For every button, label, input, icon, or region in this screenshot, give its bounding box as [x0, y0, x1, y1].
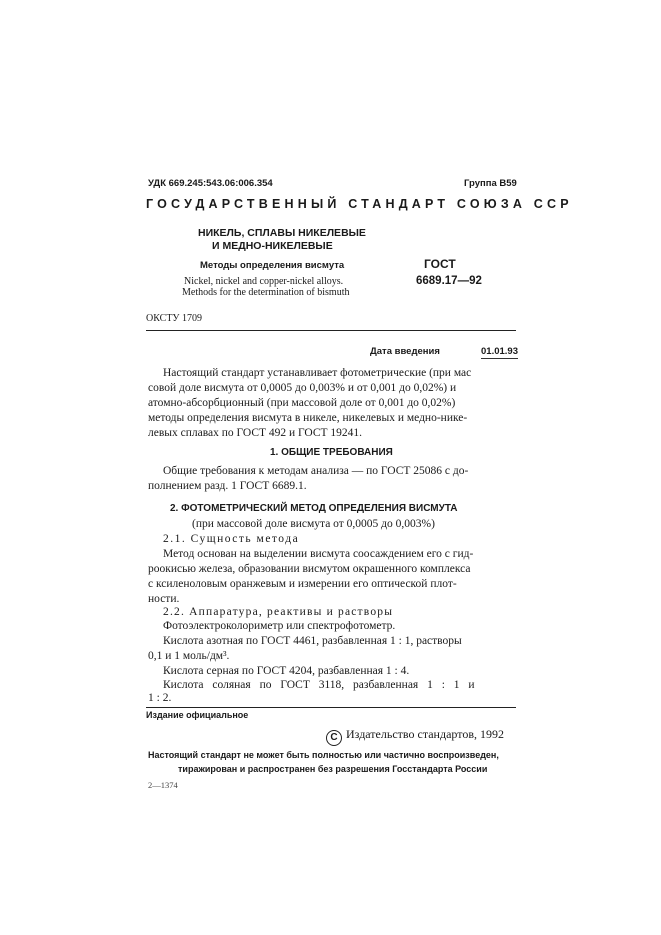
group-code: Группа В59 [464, 178, 517, 189]
intro-date-label: Дата введения [370, 346, 440, 357]
intro-line: методы определения висмута в никеле, никелевых и медно-нике- [148, 412, 468, 424]
title-en-line2: Methods for the determination of bismuth [182, 287, 350, 298]
copyright-text: Издательство стандартов, 1992 [346, 727, 504, 741]
section1-line: Общие требования к методам анализа — по ГОСТ 25086 с до- [163, 465, 469, 477]
intro-line: левых сплавах по ГОСТ 492 и ГОСТ 19241. [148, 427, 363, 439]
gost-label: ГОСТ [424, 257, 456, 271]
sub21-line: с ксиленоловым оранжевым и измерении его оптической плот- [148, 578, 457, 590]
sub22-line: 0,1 и 1 моль/дм³. [148, 650, 230, 662]
sub22-line: Кислота азотная по ГОСТ 4461, разбавленная 1 : 1, растворы [163, 635, 462, 647]
divider-top [146, 330, 516, 331]
sub21-line: роокисью железа, образовании висмутом окрашенного комплекса [148, 563, 471, 575]
sub21-title: 2.1. Сущность метода [163, 533, 300, 545]
sub22-line: Фотоэлектроколориметр или спектрофотометр. [163, 620, 396, 632]
intro-line: атомно-абсорбционный (при массовой доле от 0,001 до 0,02%) [148, 397, 456, 409]
sub22-line: 1 : 2. [148, 692, 172, 704]
intro-line: совой доле висмута от 0,0005 до 0,003% и от 0,001 до 0,02%) и [148, 382, 457, 394]
section2-title: 2. ФОТОМЕТРИЧЕСКИЙ МЕТОД ОПРЕДЕЛЕНИЯ ВИСМУТА [170, 503, 458, 514]
title-en-line1: Nickel, nickel and copper-nickel alloys. [184, 276, 344, 287]
copyright-line [326, 727, 504, 746]
copyright-icon: C [326, 730, 342, 746]
notice-line2: тиражирован и распространен без разрешения Госстандарта России [178, 764, 488, 774]
print-code: 2—1374 [148, 780, 178, 790]
sub22-line: Кислота серная по ГОСТ 4204, разбавленная 1 : 4. [163, 665, 410, 677]
intro-line: Настоящий стандарт устанавливает фотометрические (при мас [163, 367, 472, 379]
section2-subtitle: (при массовой доле висмута от 0,0005 до 0,003%) [192, 518, 435, 530]
intro-date-value: 01.01.93 [481, 346, 518, 357]
okstu-code: ОКСТУ 1709 [146, 313, 203, 324]
title-methods: Методы определения висмута [200, 260, 345, 271]
sub22-title: 2.2. Аппаратура, реактивы и растворы [163, 606, 394, 618]
divider-bottom [146, 707, 516, 708]
edition-label: Издание официальное [146, 710, 249, 720]
sub21-line: ности. [148, 593, 180, 605]
section1-line: полнением разд. 1 ГОСТ 6689.1. [148, 480, 307, 492]
sub21-line: Метод основан на выделении висмута соосаждением его с гид- [163, 548, 474, 560]
gost-number: 6689.17—92 [416, 275, 482, 287]
notice-line1: Настоящий стандарт не может быть полностью или частично воспроизведен, [148, 750, 499, 760]
sub22-line: Кислота соляная по ГОСТ 3118, разбавленная 1 : 1 и [163, 679, 475, 691]
title-ru-line2: И МЕДНО-НИКЕЛЕВЫЕ [212, 240, 333, 252]
state-standard-heading: ГОСУДАРСТВЕННЫЙ СТАНДАРТ СОЮЗА ССР [146, 197, 573, 211]
section1-title: 1. ОБЩИЕ ТРЕБОВАНИЯ [270, 447, 393, 458]
udk-code: УДК 669.245:543.06:006.354 [148, 178, 273, 189]
title-ru-line1: НИКЕЛЬ, СПЛАВЫ НИКЕЛЕВЫЕ [198, 227, 366, 239]
